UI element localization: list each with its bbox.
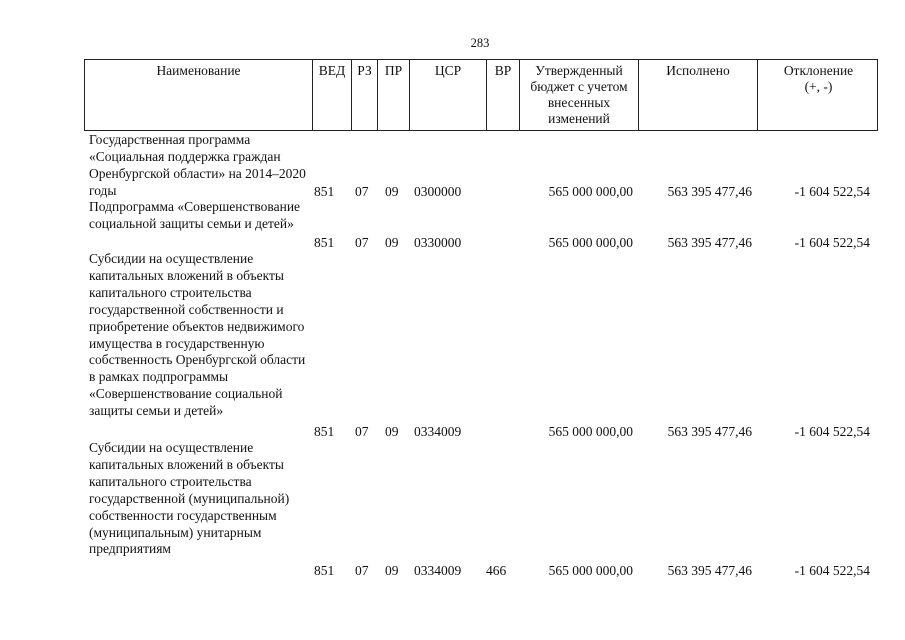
header-name: Наименование bbox=[156, 63, 241, 78]
row-name: Субсидии на осуществление капитальных вложений в объекты капитального строительства государственной (муниципальной) собственности государственным (муниципальным) унитарным предприятиям bbox=[89, 440, 290, 557]
row-pr: 09 bbox=[385, 184, 399, 199]
row-name: Государственная программа «Социальная поддержка граждан Оренбургской области» на 2014–2020 годы bbox=[89, 132, 306, 198]
row-name: Субсидии на осуществление капитальных вложений в объекты капитального строительства государственной собственности и приобретение объектов недвижимого имущества в государственную собственность Оренбургской области в рамках подпрограммы «Совершенствование социальной защиты семьи и детей» bbox=[89, 251, 306, 419]
row-deviation: -1 604 522,54 bbox=[794, 563, 870, 578]
row-rz: 07 bbox=[355, 424, 369, 439]
page-number: 283 bbox=[470, 36, 490, 50]
row-executed: 563 395 477,46 bbox=[667, 424, 752, 439]
row-budget: 565 000 000,00 bbox=[548, 235, 633, 250]
row-budget: 565 000 000,00 bbox=[548, 424, 633, 439]
row-rz: 07 bbox=[355, 563, 369, 578]
row-ved: 851 bbox=[314, 235, 335, 250]
row-ved: 851 bbox=[314, 184, 335, 199]
row-executed: 563 395 477,46 bbox=[667, 563, 752, 578]
header-ved: ВЕД bbox=[312, 60, 351, 130]
header-executed: Исполнено bbox=[638, 60, 757, 130]
row-pr: 09 bbox=[385, 563, 399, 578]
row-budget: 565 000 000,00 bbox=[548, 563, 633, 578]
row-csr: 0300000 bbox=[414, 184, 462, 199]
table-header bbox=[84, 59, 878, 131]
row-rz: 07 bbox=[355, 235, 369, 250]
row-ved: 851 bbox=[314, 563, 335, 578]
row-budget: 565 000 000,00 bbox=[548, 184, 633, 199]
header-deviation: Отклонение (+, -) bbox=[757, 60, 879, 130]
row-ved: 851 bbox=[314, 424, 335, 439]
row-csr: 0330000 bbox=[414, 235, 462, 250]
row-csr: 0334009 bbox=[414, 563, 462, 578]
row-deviation: -1 604 522,54 bbox=[794, 424, 870, 439]
row-rz: 07 bbox=[355, 184, 369, 199]
header-csr: ЦСР bbox=[409, 60, 486, 130]
header-vr: ВР bbox=[486, 60, 519, 130]
row-csr: 0334009 bbox=[414, 424, 462, 439]
row-deviation: -1 604 522,54 bbox=[794, 184, 870, 199]
header-rz: РЗ bbox=[351, 60, 377, 130]
row-vr: 466 bbox=[486, 563, 507, 578]
row-deviation: -1 604 522,54 bbox=[794, 235, 870, 250]
header-budget: Утвержденный бюджет с учетом внесенных изменений bbox=[519, 60, 638, 130]
row-executed: 563 395 477,46 bbox=[667, 235, 752, 250]
row-pr: 09 bbox=[385, 235, 399, 250]
header-pr: ПР bbox=[377, 60, 409, 130]
budget-table bbox=[84, 59, 878, 578]
row-name: Подпрограмма «Совершенствование социальной защиты семьи и детей» bbox=[89, 199, 301, 231]
row-executed: 563 395 477,46 bbox=[667, 184, 752, 199]
row-pr: 09 bbox=[385, 424, 399, 439]
